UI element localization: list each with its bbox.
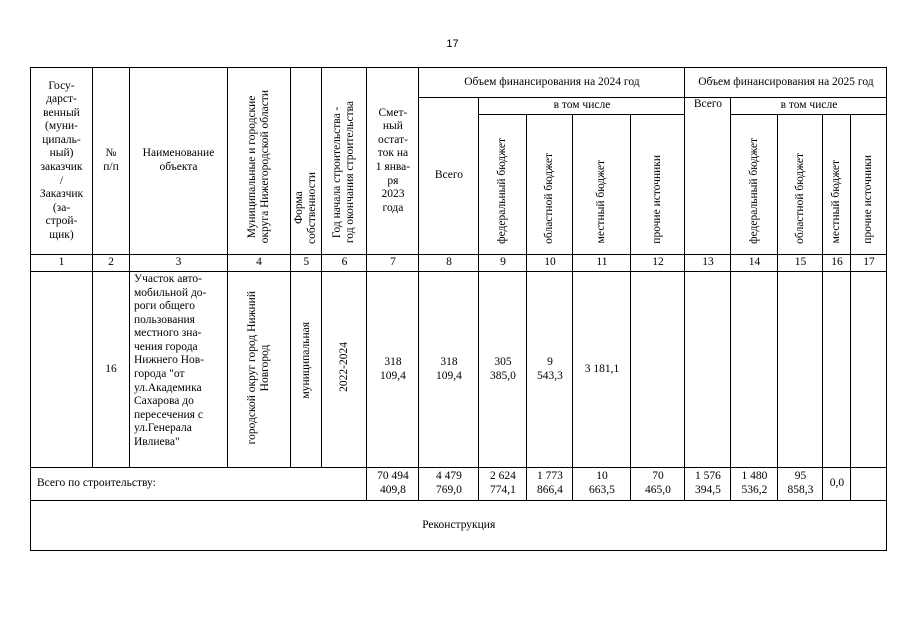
- cell-federal-2025: [731, 272, 778, 468]
- column-numbers-row: [31, 255, 887, 272]
- cell-other-2025: [851, 272, 887, 468]
- cell-ownership-text: муниципальная: [299, 322, 312, 399]
- header-federal-2025-text: федеральный бюджет: [747, 137, 760, 244]
- header-regional-2025: [778, 115, 823, 255]
- header-other-2024: [631, 115, 685, 255]
- col-number: 17: [851, 255, 887, 272]
- cell-local-2024: 3 181,1: [573, 272, 631, 468]
- header-total-2024: Всего: [419, 98, 479, 255]
- header-other-2025-text: прочие источники: [862, 154, 875, 244]
- header-other-2025: [851, 115, 887, 255]
- header-ownership-text: Форма собственности: [293, 171, 319, 244]
- totals-regional-2024: 1 773 866,4: [527, 468, 573, 501]
- col-number: 3: [130, 255, 228, 272]
- totals-total-2025: 1 576 394,5: [685, 468, 731, 501]
- cell-customer: [31, 272, 93, 468]
- totals-regional-2025: 95 858,3: [778, 468, 823, 501]
- header-including-2025: в том числе: [731, 98, 887, 115]
- totals-local-2024: 10 663,5: [573, 468, 631, 501]
- header-total-2025: Всего: [685, 98, 731, 255]
- col-number: 7: [367, 255, 419, 272]
- totals-local-2025: 0,0: [823, 468, 851, 501]
- header-remainder: Смет- ный остат- ток на 1 янва- ря 2023 года: [367, 68, 419, 255]
- header-municipality: [228, 68, 291, 255]
- header-fin-2024: Объем финансирования на 2024 год: [419, 68, 685, 98]
- header-local-2024: [573, 115, 631, 255]
- cell-total-2025: [685, 272, 731, 468]
- col-number: 16: [823, 255, 851, 272]
- col-number: 8: [419, 255, 479, 272]
- cell-years: [322, 272, 367, 468]
- header-customer: Госу- дарст- венный (муни- ципаль- ный) заказчик / Заказчик (за- строй- щик): [31, 68, 93, 255]
- header-local-2025-text: местный бюджет: [830, 160, 843, 244]
- cell-num: 16: [93, 272, 130, 468]
- table-row: [31, 272, 887, 468]
- header-federal-2025: [731, 115, 778, 255]
- cell-object-name: Участок авто- мобильной до- роги общего пользования местного зна- чения города Нижнего Нов- города "от ул.Академика Сахарова до пересечения с ул.Генерала Ивлиева": [130, 272, 228, 468]
- totals-federal-2025: 1 480 536,2: [731, 468, 778, 501]
- cell-regional-2024: 9 543,3: [527, 272, 573, 468]
- header-ownership: [291, 68, 322, 255]
- header-local-2025: [823, 115, 851, 255]
- header-other-2024-text: прочие источники: [651, 154, 664, 244]
- header-federal-2024: [479, 115, 527, 255]
- header-including-2024: в том числе: [479, 98, 685, 115]
- cell-ownership: [291, 272, 322, 468]
- cell-municipality-text: городской округ город Нижний Новгород: [245, 290, 271, 444]
- col-number: 6: [322, 255, 367, 272]
- header-regional-2024-text: областной бюджет: [543, 152, 556, 244]
- col-number: 11: [573, 255, 631, 272]
- col-number: 4: [228, 255, 291, 272]
- page-number: 17: [446, 38, 459, 50]
- cell-federal-2024: 305 385,0: [479, 272, 527, 468]
- col-number: 15: [778, 255, 823, 272]
- col-number: 5: [291, 255, 322, 272]
- totals-other-2024: 70 465,0: [631, 468, 685, 501]
- header-local-2024-text: местный бюджет: [595, 160, 608, 244]
- header-years: [322, 68, 367, 255]
- col-number: 12: [631, 255, 685, 272]
- cell-regional-2025: [778, 272, 823, 468]
- section-title: Реконструкция: [31, 501, 887, 551]
- totals-row: [31, 468, 887, 501]
- cell-other-2024: [631, 272, 685, 468]
- header-regional-2024: [527, 115, 573, 255]
- col-number: 9: [479, 255, 527, 272]
- header-federal-2024-text: федеральный бюджет: [496, 137, 509, 244]
- cell-years-text: 2022-2024: [337, 342, 350, 393]
- totals-total-2024: 4 479 769,0: [419, 468, 479, 501]
- cell-remainder: 318 109,4: [367, 272, 419, 468]
- cell-local-2025: [823, 272, 851, 468]
- col-number: 13: [685, 255, 731, 272]
- header-num: № п/п: [93, 68, 130, 255]
- totals-federal-2024: 2 624 774,1: [479, 468, 527, 501]
- header-fin-2025: Объем финансирования на 2025 год: [685, 68, 887, 98]
- header-object-name: Наименование объекта: [130, 68, 228, 255]
- col-number: 1: [31, 255, 93, 272]
- header-regional-2025-text: областной бюджет: [793, 152, 806, 244]
- cell-municipality: [228, 272, 291, 468]
- financing-table: [30, 67, 887, 551]
- col-number: 14: [731, 255, 778, 272]
- totals-other-2025: [851, 468, 887, 501]
- totals-label: Всего по строительству:: [31, 468, 367, 501]
- cell-total-2024: 318 109,4: [419, 272, 479, 468]
- col-number: 2: [93, 255, 130, 272]
- header-years-text: Год начала строительства - год окончания строительства: [331, 101, 357, 244]
- section-row: [31, 501, 887, 551]
- totals-remainder: 70 494 409,8: [367, 468, 419, 501]
- header-municipality-text: Муниципальные и городские округа Нижегородской области: [245, 90, 271, 244]
- col-number: 10: [527, 255, 573, 272]
